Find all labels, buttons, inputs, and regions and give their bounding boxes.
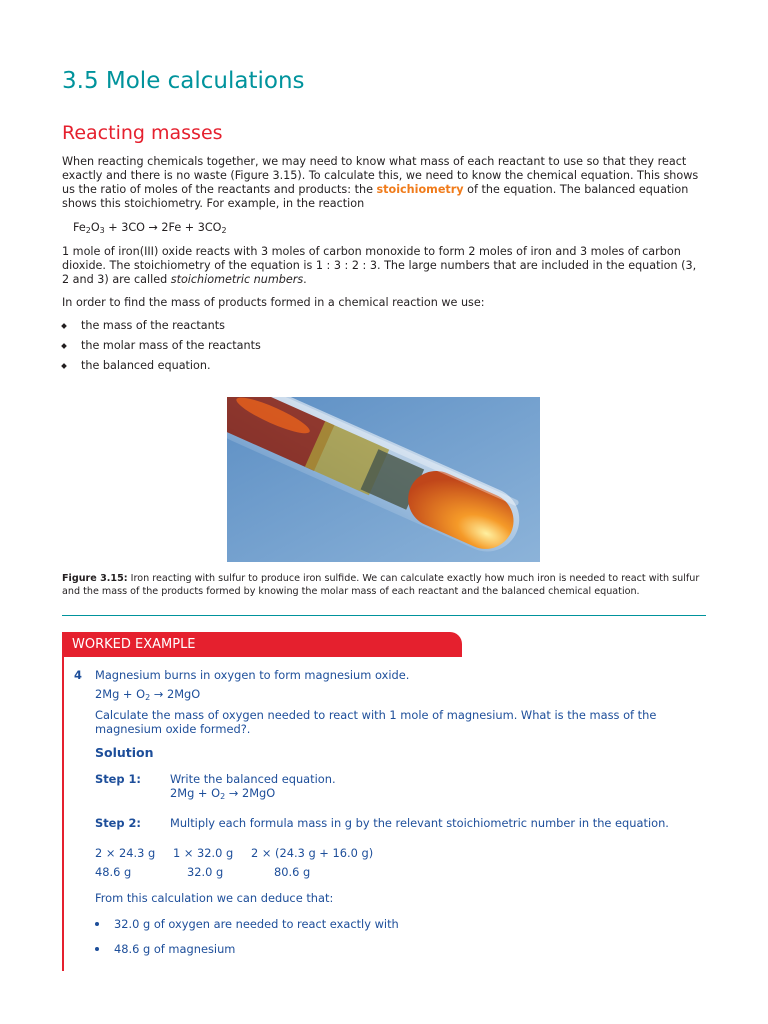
list-item: [62, 319, 261, 339]
eq-part: + 3CO → 2Fe + 3CO: [104, 221, 222, 234]
eq-part: → 2MgO: [150, 687, 201, 701]
calc-cell: 48.6 g: [95, 865, 132, 879]
bullet-icon: [61, 343, 67, 349]
list-item-text: the molar mass of the reactants: [81, 339, 261, 352]
list-item: [62, 339, 261, 359]
step1-label: Step 1:: [95, 772, 141, 786]
worked-example-bar: [62, 657, 64, 971]
figure-text: Iron reacting with sulfur to produce iron sulfide. We can calculate exactly how much iron is needed to react with sulfur and the mass of the products formed by knowing the molar mass of each reactant and the balanced chemical equation.: [62, 573, 700, 597]
test-tube-photo: [227, 397, 540, 562]
bullet-icon: [61, 363, 67, 369]
calc-cell: 2 × (24.3 g + 16.0 g): [251, 846, 374, 860]
intro-paragraph: [62, 155, 706, 211]
example-question: Magnesium burns in oxygen to form magnesium oxide.: [95, 668, 410, 682]
eq-sub: 3: [99, 226, 105, 235]
list-item-text: the balanced equation.: [81, 359, 211, 372]
eq-part: Fe: [73, 221, 86, 234]
stoichiometric-numbers-term: stoichiometric numbers: [170, 273, 304, 286]
equation-iron-oxide: [73, 221, 227, 234]
bullet-icon: [95, 922, 99, 926]
deduce-item: 32.0 g of oxygen are needed to react exactly with: [114, 917, 399, 931]
divider: [62, 615, 706, 616]
stoichiometry-paragraph: [62, 245, 706, 287]
step2-text: Multiply each formula mass in g by the relevant stoichiometric number in the equation.: [170, 816, 669, 830]
products-paragraph: In order to find the mass of products formed in a chemical reaction we use:: [62, 296, 485, 309]
page-title: 3.5 Mole calculations: [62, 68, 305, 94]
calc-cell: 2 × 24.3 g: [95, 846, 156, 860]
list-item-text: the mass of the reactants: [81, 319, 225, 332]
calc-cell: 80.6 g: [274, 865, 311, 879]
section-heading: Reacting masses: [62, 122, 223, 144]
eq-sub: 2: [145, 693, 151, 702]
list-item: [62, 359, 261, 379]
step1-text: Write the balanced equation.: [170, 772, 336, 786]
eq-part: O: [90, 221, 100, 234]
para-end: .: [303, 273, 307, 286]
bullet-icon: [61, 323, 67, 329]
deduce-item: 48.6 g of magnesium: [114, 942, 236, 956]
eq-part: 2Mg + O: [170, 786, 221, 800]
eq-part: 2Mg + O: [95, 687, 146, 701]
figure-label: Figure 3.15:: [62, 573, 128, 584]
eq-sub: 2: [220, 792, 226, 801]
calc-cell: 32.0 g: [187, 865, 224, 879]
intro-text: When reacting chemicals together, we may need to know what mass of each reactant to use so that they react exactly and there is no waste (Figure 3.15). To calculate this, we need to know the chemical equation. This shows us the ratio of moles of the reactants and products: the: [62, 155, 699, 196]
bullet-icon: [95, 947, 99, 951]
requirements-list: [62, 319, 261, 379]
eq-sub: 2: [221, 226, 227, 235]
test-tube-illustration: [227, 397, 540, 562]
eq-part: → 2MgO: [225, 786, 276, 800]
para-text: 1 mole of iron(III) oxide reacts with 3 moles of carbon monoxide to form 2 moles of iron and 3 moles of carbon dioxide. The stoichiometry of the equation is 1 : 3 : 2 : 3. The large numbers that are included in the equation (3, 2 and 3) are called: [62, 245, 697, 286]
figure-caption: [62, 573, 706, 598]
deduce-text: From this calculation we can deduce that:: [95, 891, 334, 905]
intro-text-end: of the equation. The balanced equation shows this stoichiometry. For example, in the reaction: [62, 183, 689, 210]
solution-heading: Solution: [95, 745, 154, 760]
stoichiometry-term: stoichiometry: [376, 183, 464, 196]
calc-cell: 1 × 32.0 g: [173, 846, 234, 860]
example-number: 4: [74, 668, 82, 682]
example-equation: [95, 687, 200, 701]
step2-label: Step 2:: [95, 816, 141, 830]
worked-example-tab: WORKED EXAMPLE: [62, 632, 462, 657]
step1-equation: [170, 786, 275, 800]
eq-sub: 2: [85, 226, 91, 235]
example-task: Calculate the mass of oxygen needed to react with 1 mole of magnesium. What is the mass of the magnesium oxide formed?.: [95, 708, 657, 736]
